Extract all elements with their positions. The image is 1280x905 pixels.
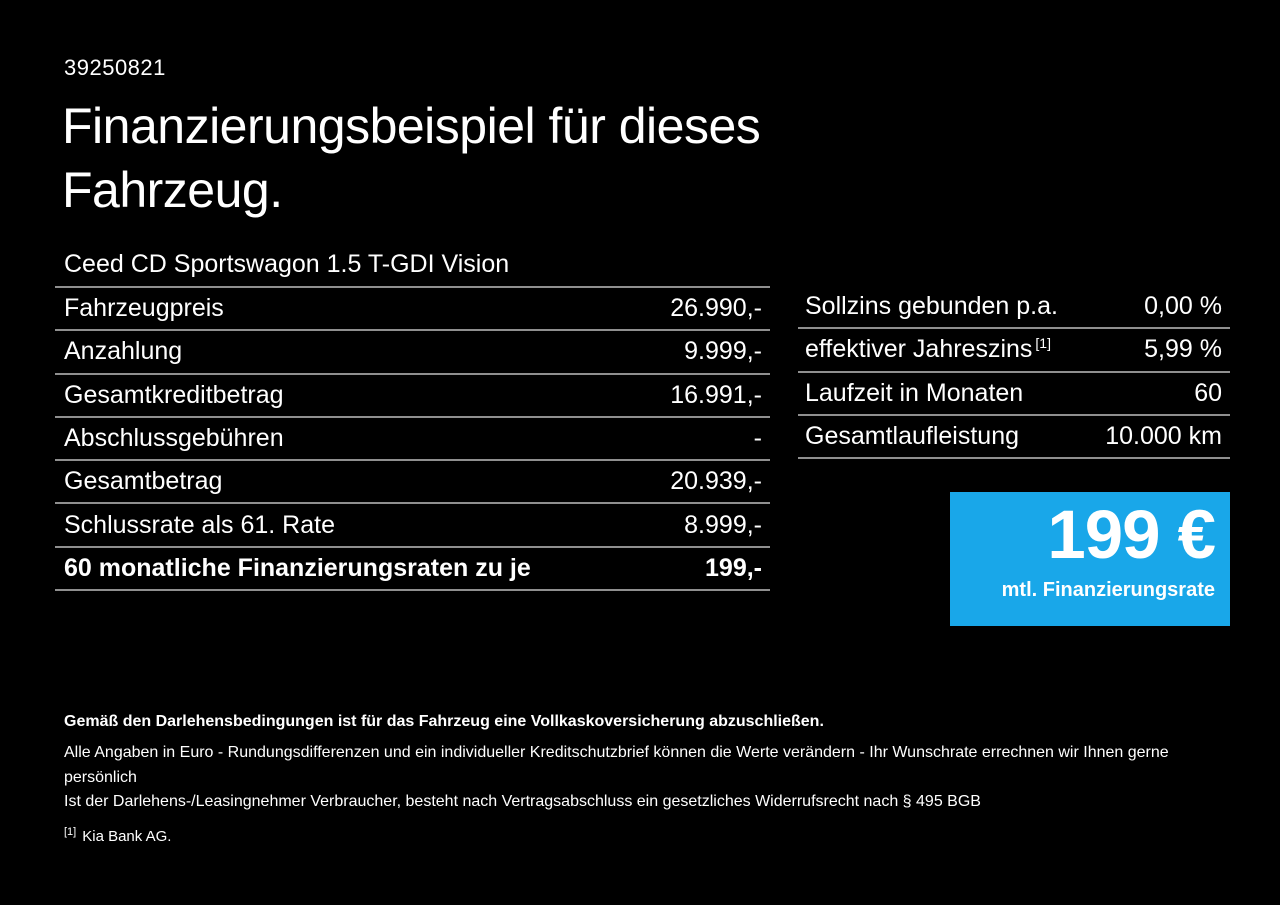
- table-row: [55, 418, 770, 461]
- row-label: 60 monatliche Finanzierungsraten zu je: [64, 553, 531, 582]
- disclaimer-line-2: Ist der Darlehens-/Leasingnehmer Verbraucher, besteht nach Vertragsabschluss ein gesetzliches Widerrufsrecht nach § 495 BGB: [64, 793, 981, 810]
- table-row: [798, 373, 1230, 416]
- table-row: [55, 375, 770, 418]
- monthly-rate-box: [950, 492, 1230, 626]
- page-title-line-2: Fahrzeug.: [62, 162, 283, 218]
- row-label: effektiver Jahreszins [1]: [805, 335, 1051, 364]
- row-value: 10.000 km: [1105, 422, 1222, 451]
- row-value: 16.991,-: [670, 380, 762, 409]
- row-value: 9.999,-: [684, 337, 762, 366]
- row-label: Fahrzeugpreis: [64, 294, 224, 323]
- footnote: [64, 827, 1234, 847]
- footer-disclaimer: [64, 712, 1234, 847]
- row-value: 8.999,-: [684, 510, 762, 539]
- disclaimer-line-1: Alle Angaben in Euro - Rundungsdifferenzen und ein individueller Kreditschutzbrief können die Werte verändern - Ihr Wunschrate errechnen wir Ihnen gerne persönlich: [64, 744, 1169, 786]
- footnote-marker: [1]: [1035, 335, 1051, 352]
- row-label: Gesamtkreditbetrag: [64, 380, 284, 409]
- vehicle-id-label: 39250821: [64, 55, 166, 80]
- monthly-rate-caption: mtl. Finanzierungsrate: [1001, 579, 1215, 601]
- row-value: 60: [1194, 378, 1222, 407]
- table-row: [55, 331, 770, 374]
- vehicle-model-subtitle: Ceed CD Sportswagon 1.5 T-GDI Vision: [64, 250, 510, 278]
- row-label: Schlussrate als 61. Rate: [64, 510, 335, 539]
- row-label: Gesamtbetrag: [64, 467, 223, 496]
- row-value: 0,00 %: [1144, 292, 1222, 321]
- row-value: 5,99 %: [1144, 335, 1222, 364]
- row-label: Abschlussgebühren: [64, 424, 284, 453]
- row-value: 199,-: [705, 553, 762, 582]
- footnote-marker: [1]: [64, 825, 77, 838]
- row-value: 26.990,-: [670, 294, 762, 323]
- table-row: [798, 286, 1230, 329]
- table-row: [55, 461, 770, 504]
- row-label: Gesamtlaufleistung: [805, 422, 1020, 451]
- table-row: [798, 329, 1230, 372]
- insurance-note: Gemäß den Darlehensbedingungen ist für das Fahrzeug eine Vollkaskoversicherung abzuschließen.: [64, 713, 824, 730]
- table-row: [55, 288, 770, 331]
- footnote-text: Kia Bank AG.: [82, 827, 172, 845]
- table-row: [55, 504, 770, 547]
- page-title: [62, 94, 760, 222]
- row-label: Sollzins gebunden p.a.: [805, 292, 1058, 321]
- page-title-line-1: Finanzierungsbeispiel für dieses: [62, 98, 761, 154]
- row-value: 20.939,-: [670, 467, 762, 496]
- row-value: -: [753, 424, 762, 453]
- monthly-rate-amount: 199 €: [1047, 496, 1215, 573]
- table-row-monthly-rate: [55, 548, 770, 591]
- row-label: Laufzeit in Monaten: [805, 378, 1024, 407]
- conditions-table: [798, 286, 1230, 459]
- table-row: [798, 416, 1230, 459]
- row-label: Anzahlung: [64, 337, 183, 366]
- finance-table: [55, 286, 770, 591]
